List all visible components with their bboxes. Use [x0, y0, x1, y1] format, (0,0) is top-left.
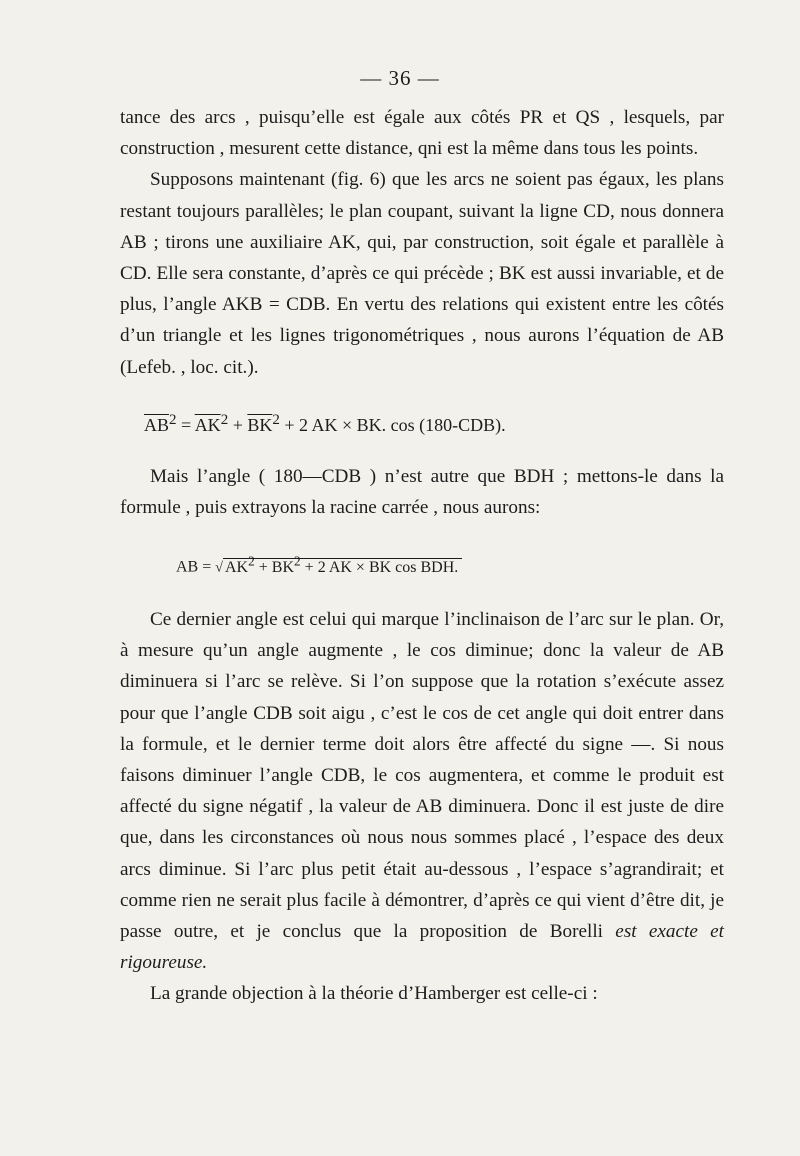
- formula-2-term-bk-exp: 2: [294, 553, 301, 569]
- paragraph-4-text: Ce dernier angle est celui qui marque l’inclinaison de l’arc sur le plan. Or, à mesure qu’un angle augmente , le cos diminue; donc la valeur de AB diminuera si l’arc se relève. Si l’on suppose que la rotation s’exécute assez pour que l’angle CDB soit aigu , c’est le cos de cet angle qui doit entrer dans la formule, et le dernier terme doit alors être affecté du signe —. Si nous faisons diminuer l’angle CDB, le cos augmentera, et comme le produit est affecté du signe négatif , la valeur de AB diminuera. Donc il est juste de dire que, dans les circonstances où nous nous sommes placé , l’espace des deux arcs diminue. Si l’arc plus petit était au-dessous , l’espace s’agrandirait; et comme rien ne serait plus facile à démontrer, d’après ce qui vient d’être dit, je passe outre, et je conclus que la proposition de Borelli: [120, 608, 724, 942]
- formula-2-plus: +: [254, 558, 272, 576]
- formula-1-rest: + 2 AK × BK. cos (180-CDB).: [279, 414, 506, 435]
- formula-2-term-ak: AK: [224, 558, 249, 576]
- formula-2-lhs: AB: [176, 558, 199, 576]
- paragraph-5: La grande objection à la théorie d’Hamberger est celle-ci :: [150, 983, 598, 1005]
- page-number: — 36 —: [360, 66, 440, 90]
- paragraph-4-emphasis: est exacte et rigoureuse.: [120, 921, 725, 974]
- formula-2-equals: =: [198, 558, 216, 576]
- paragraph-1: tance des arcs , puisqu’elle est égale aux côtés PR et QS , lesquels, par construction , mesurent cette distance, qni est la même dans tous les points.: [120, 107, 724, 160]
- formula-1: [144, 405, 724, 441]
- body-text: [120, 102, 724, 1010]
- formula-2-rest: + 2 AK × BK cos BDH.: [300, 558, 459, 576]
- formula-2: [176, 545, 724, 584]
- paragraph-2: Supposons maintenant (fig. 6) que les arcs ne soient pas égaux, les plans restant toujours parallèles; le plan coupant, suivant la ligne CD, nous donnera AB ; tirons une auxiliaire AK, qui, par construction, soit égale et parallèle à CD. Elle sera constante, d’après ce qui précède ; BK est aussi invariable, et de plus, l’angle AKB = CDB. En vertu des relations qui existent entre les côtés d’un triangle et les lignes trigonométriques , nous aurons l’équation de AB (Lefeb. , loc. cit.).: [120, 169, 724, 378]
- formula-2-term-bk: $\overline{BK}$: [271, 558, 294, 576]
- paragraph-3: Mais l’angle ( 180—CDB ) n’est autre que BDH ; mettons-le dans la formule , puis extrayons la racine carrée , nous aurons:: [120, 466, 724, 519]
- formula-1-term-ak: $\overline{AK}$: [194, 414, 221, 435]
- formula-2-term-ak-exp: 2: [248, 553, 255, 569]
- formula-1-term-bk: $\overline{BK}$: [247, 414, 273, 435]
- formula-1-lhs-exp: 2: [169, 411, 177, 428]
- formula-1-equals: =: [176, 414, 195, 435]
- square-root-icon: √: [215, 560, 223, 576]
- formula-1-term-bk-exp: 2: [272, 411, 280, 428]
- formula-1-term-ak-exp: 2: [220, 411, 229, 428]
- formula-1-lhs: $\overline{AB}$: [144, 414, 170, 435]
- formula-2-radicand: [223, 553, 462, 576]
- paragraph-4: [120, 604, 724, 978]
- formula-1-plus: +: [228, 414, 248, 435]
